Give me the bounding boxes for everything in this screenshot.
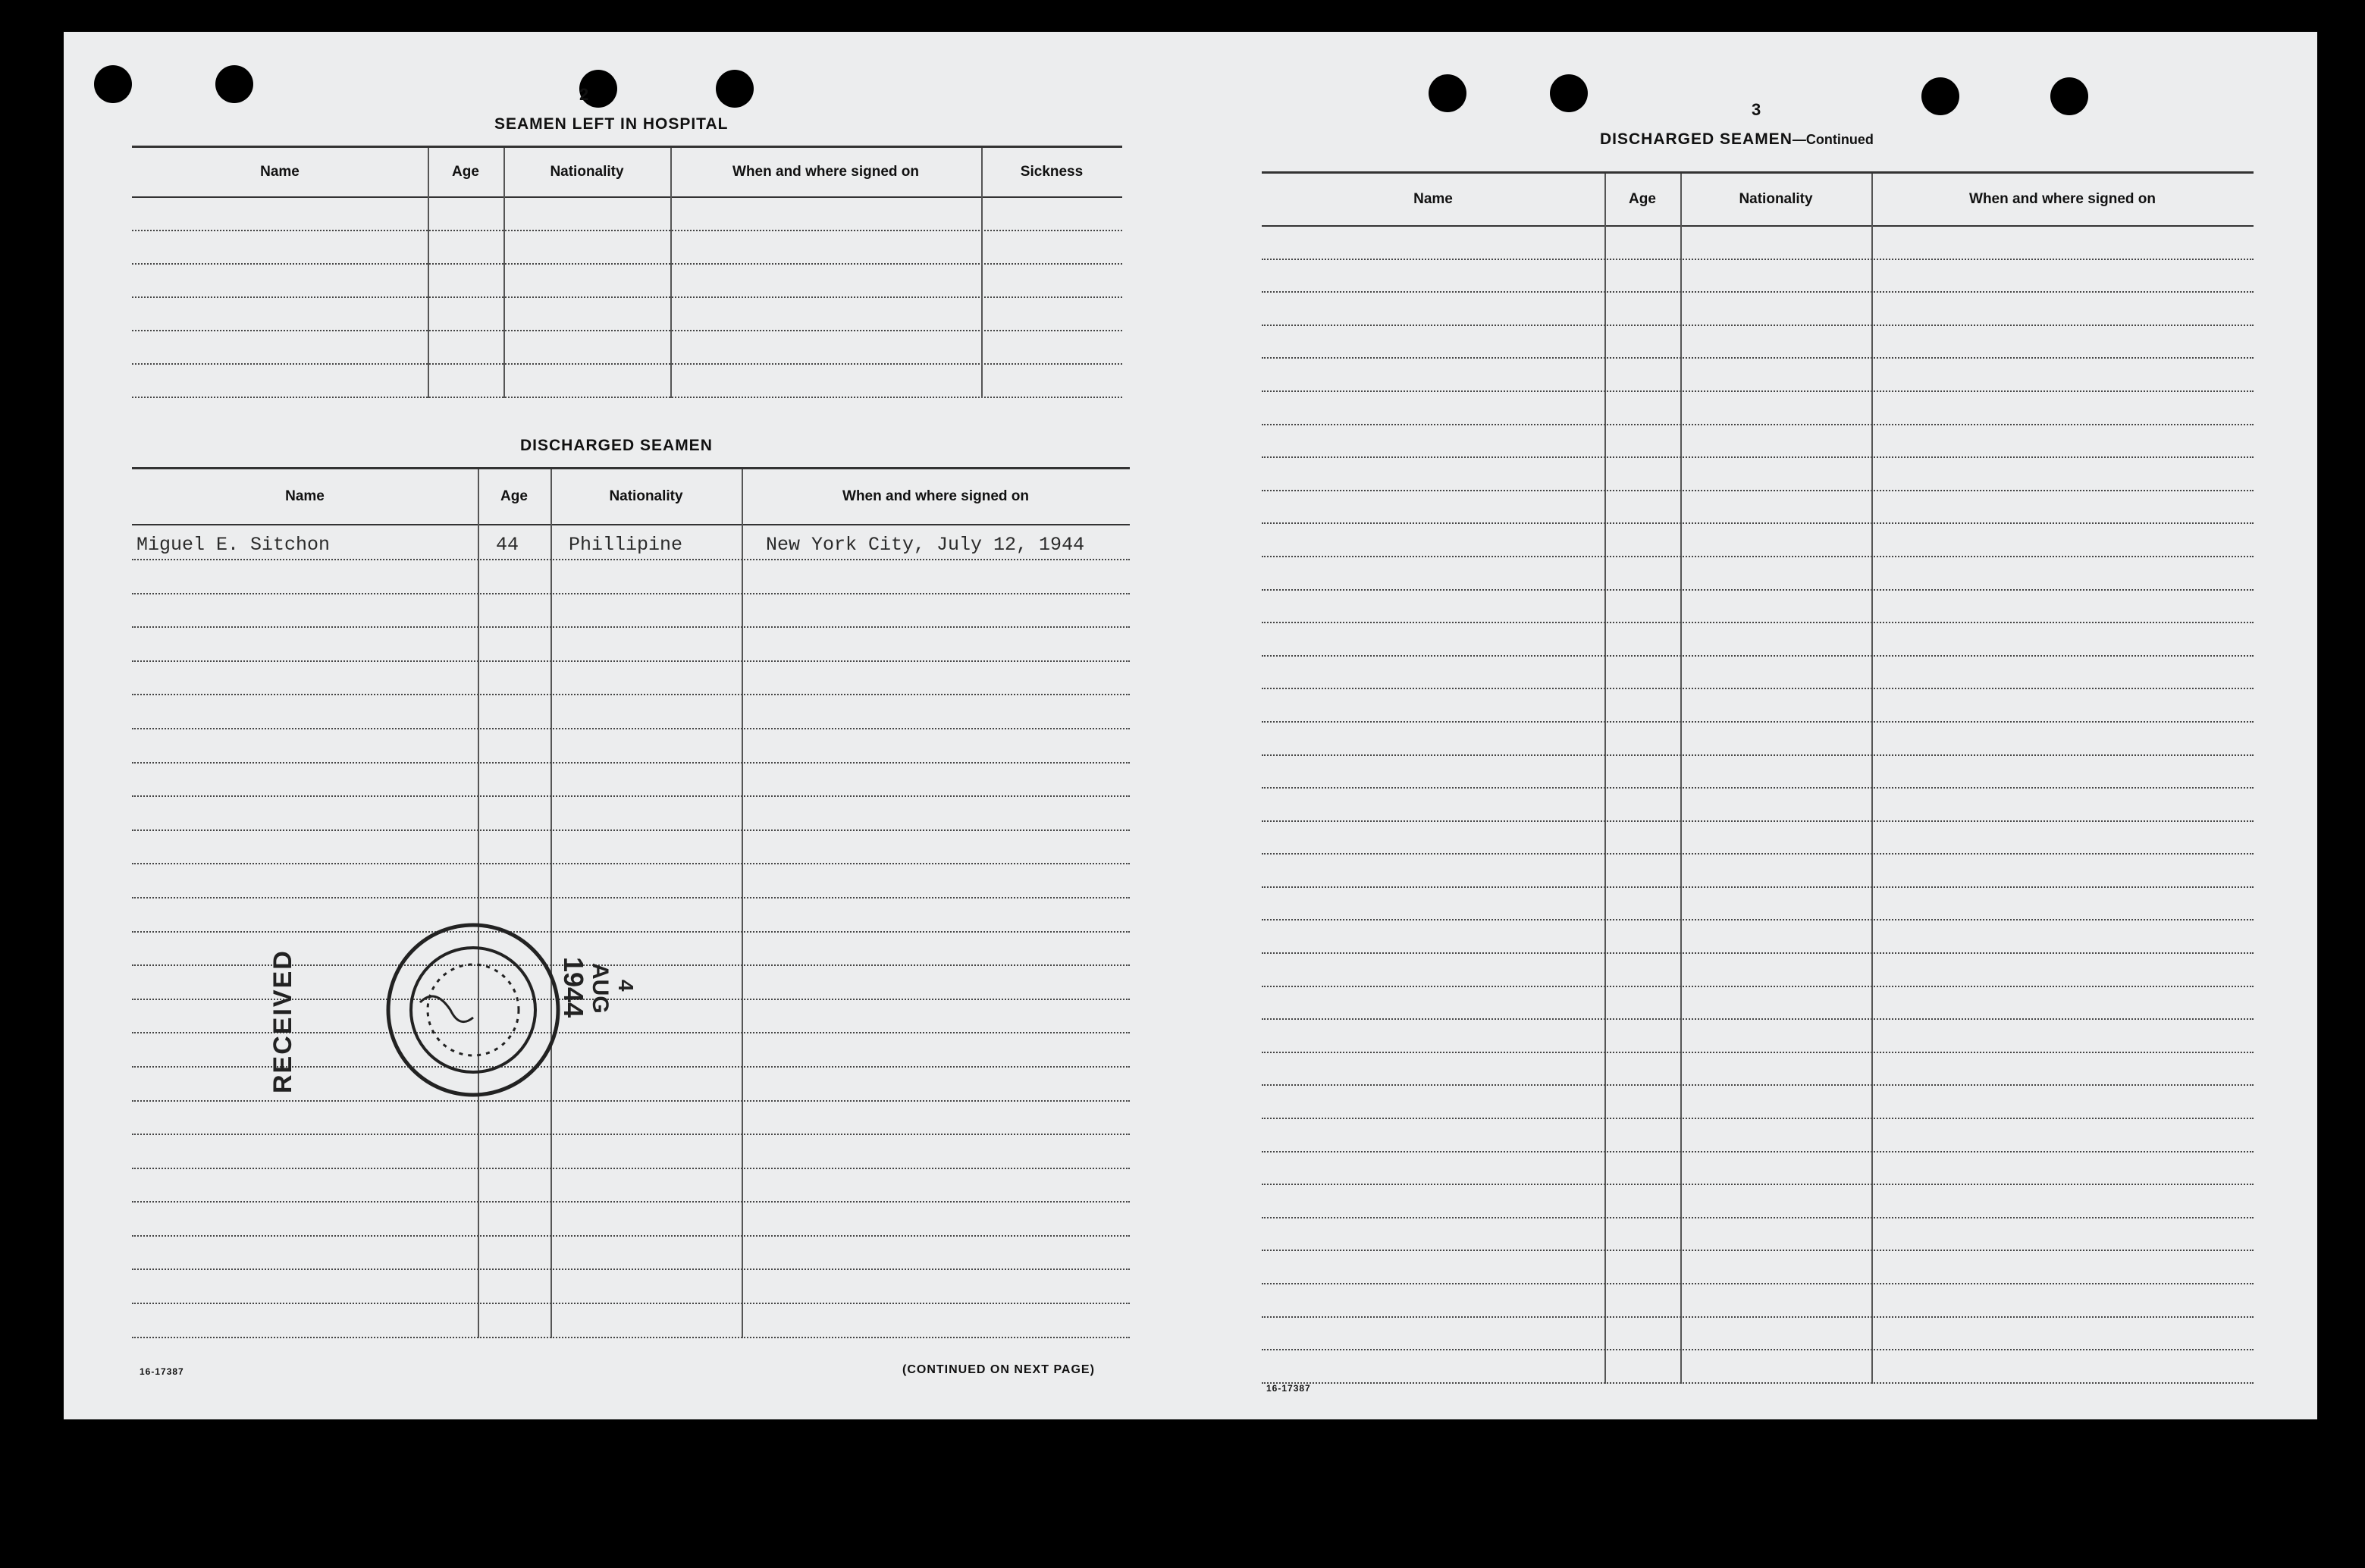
table-row [132,331,1122,365]
table-row [132,560,1130,594]
column-header-nationality: Nationality [609,488,683,504]
discharged-continued-table [1262,171,2254,1384]
table-row [132,864,1130,898]
table-row [132,525,1130,560]
table-row [132,265,1122,298]
stamp-day: 4 [614,980,638,992]
table-row [1262,1350,2254,1384]
table-row [1262,987,2254,1021]
table-row [1262,1185,2254,1218]
entry-nationality: Phillipine [569,534,683,556]
table-row [1262,524,2254,557]
table-row [1262,1284,2254,1318]
table-row [132,198,1122,231]
table-row [1262,1318,2254,1351]
table-row [1262,392,2254,425]
page-number: 2 [579,85,589,104]
column-header-name: Name [260,164,300,180]
table-row [132,1270,1130,1304]
table-row [1262,689,2254,723]
table-row [1262,557,2254,591]
table-row [132,797,1130,831]
right-section-title-main: DISCHARGED SEAMEN [1600,130,1793,148]
column-header-age: Age [500,488,528,504]
form-number: 16-17387 [1266,1383,1311,1394]
table-row [1262,723,2254,756]
table-row [132,365,1122,398]
entry-signed-on: New York City, July 12, 1944 [766,534,1085,556]
column-header-age: Age [452,164,479,180]
right-section-title [1600,130,1874,149]
column-header-nationality: Nationality [1739,191,1813,207]
table-row [1262,1020,2254,1053]
table-row [132,662,1130,696]
table-row [1262,920,2254,954]
table-row [1262,1251,2254,1284]
table-row [1262,1218,2254,1252]
stamp-received-text: RECEIVED [268,949,297,1093]
table-row [132,1135,1130,1169]
entry-name: Miguel E. Sitchon [136,534,331,556]
hospital-table-header [132,148,1122,198]
table-row [132,231,1122,265]
column-header-name: Name [285,488,325,504]
hospital-section-title: SEAMEN LEFT IN HOSPITAL [494,115,729,133]
table-row [132,1169,1130,1203]
table-row [1262,855,2254,888]
column-header-signed-on: When and where signed on [732,164,919,180]
table-row [1262,954,2254,987]
stamp-month: AUG [588,963,613,1014]
form-number: 16-17387 [140,1366,184,1377]
column-header-nationality: Nationality [550,164,624,180]
table-row [1262,491,2254,525]
table-row [1262,1152,2254,1186]
entry-age: 44 [496,534,519,556]
column-header-age: Age [1629,191,1656,207]
right-page [1224,32,2317,1419]
table-row [132,1304,1130,1338]
left-page [64,32,1156,1419]
table-row [132,831,1130,865]
right-section-title-suffix: —Continued [1792,132,1874,147]
continued-note: (CONTINUED ON NEXT PAGE) [902,1363,1095,1376]
column-header-signed-on: When and where signed on [842,488,1029,504]
stamp-year: 1944 [558,957,589,1018]
table-row [1262,260,2254,293]
document-sheet [64,32,2317,1419]
table-row [132,298,1122,331]
table-row [132,695,1130,729]
table-row [1262,293,2254,326]
column-header-name: Name [1413,191,1453,207]
column-header-sickness: Sickness [1020,164,1084,180]
table-row [1262,1119,2254,1152]
table-row [1262,227,2254,260]
continued-table-header [1262,174,2254,227]
table-row [1262,591,2254,624]
table-row [1262,1053,2254,1087]
table-row [1262,623,2254,657]
hospital-table [132,146,1122,398]
table-row [1262,756,2254,789]
table-row [132,729,1130,764]
table-row [1262,458,2254,491]
page-number: 3 [1752,100,1761,119]
table-row [1262,359,2254,392]
hospital-table-body [132,198,1122,398]
table-row [1262,888,2254,921]
table-row [1262,326,2254,359]
table-row [1262,822,2254,855]
discharged-table [132,467,1130,1338]
table-row [132,1237,1130,1271]
continued-table-body [1262,227,2254,1384]
table-row [132,1203,1130,1237]
received-stamp [261,904,655,1116]
table-row [132,628,1130,662]
table-row [1262,789,2254,822]
column-header-signed-on: When and where signed on [1969,191,2156,207]
table-row [1262,1086,2254,1119]
discharged-table-header [132,469,1130,525]
table-row [1262,657,2254,690]
table-row [132,764,1130,798]
table-row [132,594,1130,629]
discharged-section-title: DISCHARGED SEAMEN [520,437,713,454]
table-row [1262,425,2254,459]
